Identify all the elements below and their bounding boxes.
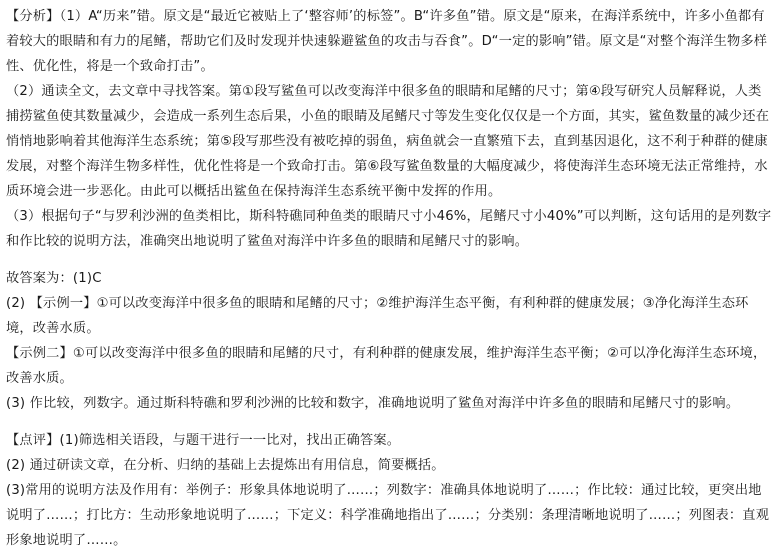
answer-example-2: 【示例二】①可以改变海洋中很多鱼的眼睛和尾鳍的尺寸，有利种群的健康发展，维护海洋生态平衡；②可以净化海洋生态环境，改善水质。 xyxy=(6,346,767,386)
answer-example-1: (2) 【示例一】①可以改变海洋中很多鱼的眼睛和尾鳍的尺寸；②维护海洋生态平衡，有利种群的健康发展；③净化海洋生态环境，改善水质。 xyxy=(6,296,749,336)
analysis-part-3: （3）根据句子“与罗利沙洲的鱼类相比，斯科特礁同种鱼类的眼睛尺寸小46%，尾鳍尺寸小40%”可以判断，这句话用的是列数字和作比较的说明方法，准确突出地说明了鲨鱼对海洋中许多鱼的眼睛和尾鳍尺寸的影响。 xyxy=(6,209,772,249)
answer-section xyxy=(6,266,774,416)
comment-section xyxy=(6,428,774,553)
comment-part-2: (2) 通过研读文章，在分析、归纳的基础上去提炼出有用信息，简要概括。 xyxy=(6,458,445,473)
analysis-section xyxy=(6,4,774,254)
section-gap xyxy=(6,254,774,266)
comment-part-3: (3)常用的说明方法及作用有：举例子：形象具体地说明了……；列数字：准确具体地说明了……；作比较：通过比较，更突出地说明了……；打比方：生动形象地说明了……；下定义：科学准确地指出了……；分类别：条理清晰地说明了……；列图表：直观形象地说明了……。 xyxy=(6,483,770,548)
analysis-part-1: 【分析】（1）A“历来”错。原文是“最近它被贴上了‘整容师’的标签”。B“许多鱼”错。原文是“原来，在海洋系统中，许多小鱼都有着较大的眼睛和有力的尾鳍，帮助它们及时发现并快速躲避鲨鱼的攻击与吞食”。D“一定的影响”错。原文是“对整个海洋生物多样性、优化性，将是一个致命打击”。 xyxy=(6,9,768,74)
comment-part-1: 【点评】(1)筛选相关语段，与题干进行一一比对，找出正确答案。 xyxy=(6,433,401,448)
section-gap xyxy=(6,416,774,428)
answer-part-3: (3) 作比较，列数字。通过斯科特礁和罗利沙洲的比较和数字，准确地说明了鲨鱼对海洋中许多鱼的眼睛和尾鳍尺寸的影响。 xyxy=(6,396,740,411)
analysis-part-2: （2）通读全文，去文章中寻找答案。第①段写鲨鱼可以改变海洋中很多鱼的眼睛和尾鳍的尺寸；第④段写研究人员解释说，人类捕捞鲨鱼使其数量减少，会造成一系列生态后果，小鱼的眼睛及尾鳍尺寸等发生变化仅仅是一个方面，其实，鲨鱼数量的减少还在悄悄地影响着其他海洋生态系统；第⑤段写那些没有被吃掉的弱鱼，病鱼就会一直繁殖下去，直到基因退化，这不利于种群的健康发展，对整个海洋生物多样性，优化性将是一个致命打击。第⑥段写鲨鱼数量的大幅度减少，将使海洋生态环境无法正常维持，水质环境会进一步恶化。由此可以概括出鲨鱼在保持海洋生态系统平衡中发挥的作用。 xyxy=(6,84,770,199)
answer-line-1: 故答案为：(1)C xyxy=(6,271,102,286)
